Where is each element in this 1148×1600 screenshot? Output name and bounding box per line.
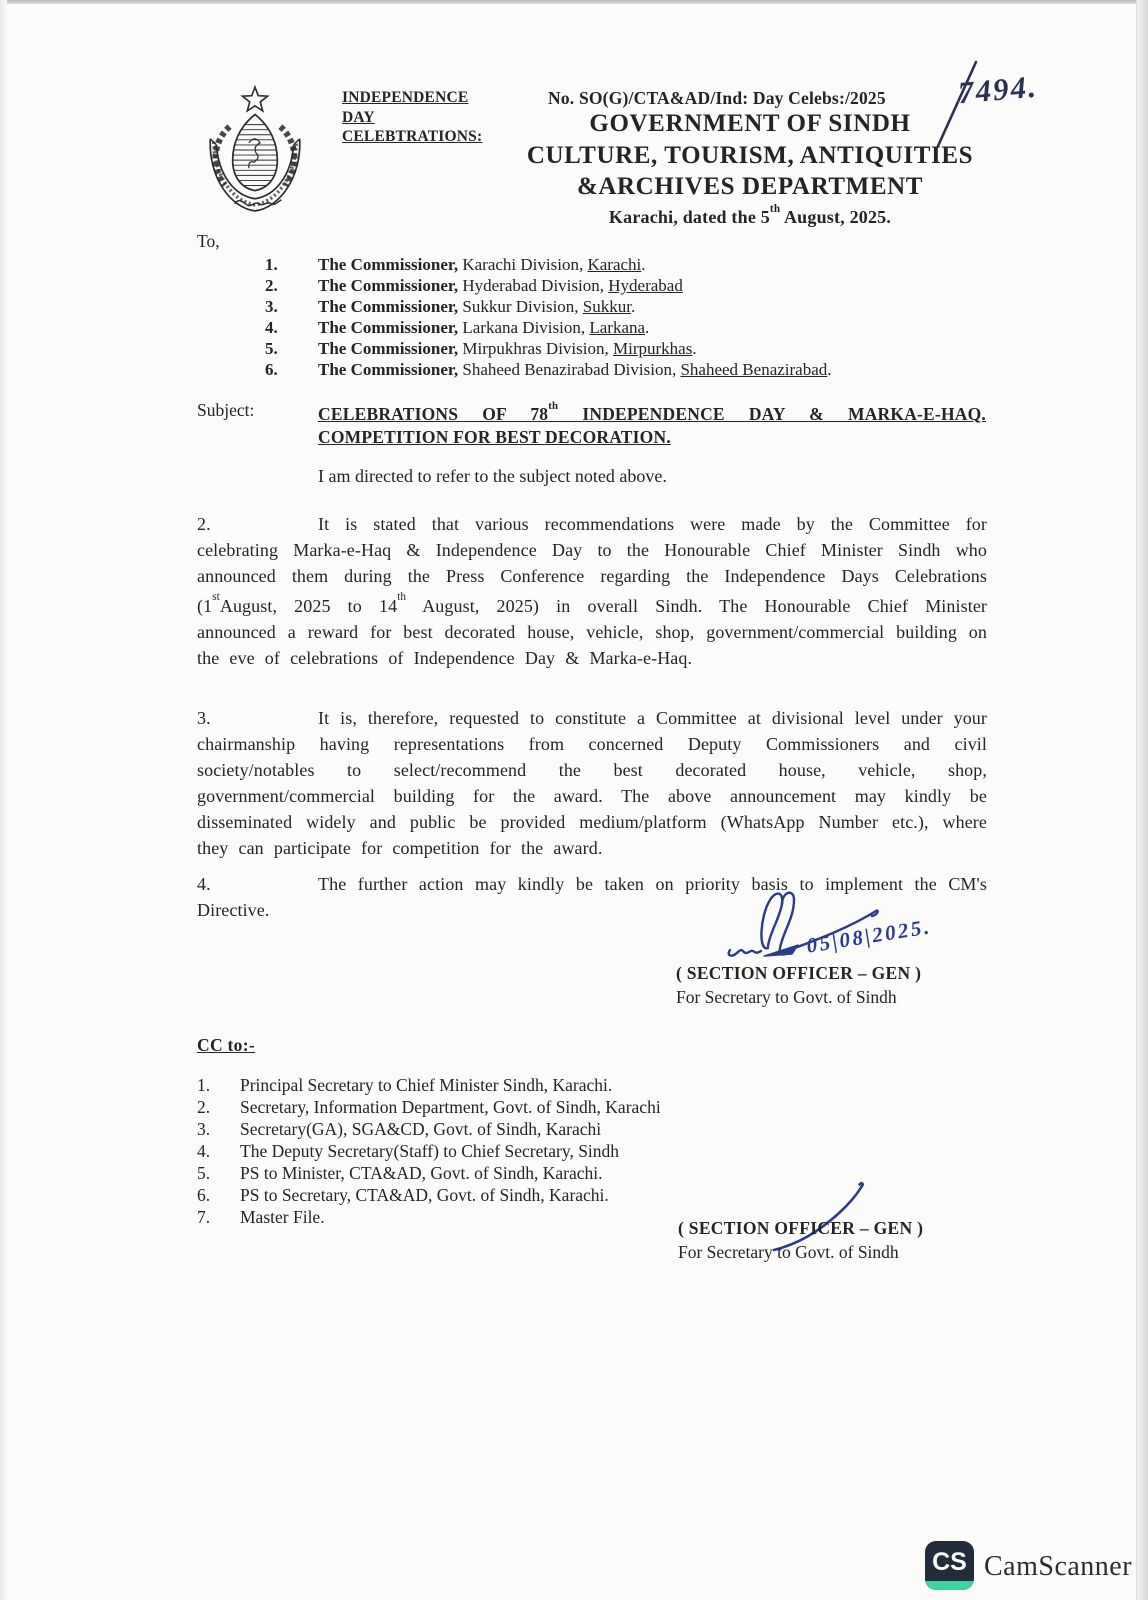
addressee-city: Mirpurkhas — [613, 339, 693, 358]
addressee-name: The Commissioner, — [318, 318, 459, 337]
paragraph-number: 3. — [197, 708, 211, 728]
paragraph-4: 4. The further action may kindly be taken on priority basis to implement the CM's Directive. — [197, 874, 987, 920]
addressee-division: Shaheed Benazirabad Division, — [458, 360, 681, 379]
addressee-division: Hyderabad Division, — [458, 276, 609, 295]
subject-text: CELEBRATIONS OF 78th INDEPENDENCE DAY & MARKA-E-HAQ. COMPETITION FOR BEST DECORATION. — [318, 399, 986, 447]
addressee-name: The Commissioner, — [318, 360, 459, 379]
addressee-number: 6. — [265, 360, 278, 379]
paragraph-number: 4. — [197, 874, 211, 894]
addressee-name: The Commissioner, — [318, 297, 459, 316]
addressee-division: Karachi Division, — [458, 255, 588, 274]
scan-edge-top — [0, 0, 1148, 4]
signatory-subtitle: For Secretary to Govt. of Sindh — [676, 987, 897, 1007]
intro-paragraph: I am directed to refer to the subject noted above. — [318, 466, 667, 486]
signatory-subtitle: For Secretary to Govt. of Sindh — [678, 1242, 899, 1262]
addressee-name: The Commissioner, — [318, 255, 459, 274]
addressee-name: The Commissioner, — [318, 276, 459, 295]
addressee-number: 1. — [265, 255, 278, 274]
reference-number: No. SO(G)/CTA&AD/Ind: Day Celebs:/2025 — [548, 88, 886, 108]
addressee-city: Sukkur — [582, 297, 631, 316]
department-title-line2: &ARCHIVES DEPARTMENT — [576, 173, 924, 200]
sindh-emblem-icon — [198, 84, 312, 223]
subject-label: Subject: — [197, 400, 255, 420]
signatory-title: ( SECTION OFFICER – GEN ) — [678, 1218, 924, 1238]
signatory-block — [678, 1218, 923, 1263]
addressee-division: Sukkur Division, — [458, 297, 583, 316]
addressee-division: Larkana Division, — [458, 318, 590, 337]
stamp-line: INDEPENDENCE — [342, 89, 469, 106]
addressee-number: 3. — [265, 297, 278, 316]
government-title: GOVERNMENT OF SINDH — [589, 110, 911, 137]
to-label: To, — [197, 231, 220, 251]
addressee-city: Hyderabad — [608, 276, 683, 295]
stamp-line: DAY — [342, 108, 375, 126]
handwritten-file-number: 7494. — [956, 68, 1040, 111]
scan-edge-left — [0, 0, 7, 1600]
cc-label: CC to:- — [197, 1035, 255, 1055]
paragraph-2: 2. It is stated that various recommendations were made by the Committee for celebrating Marka-e-Haq & Independence Day to the Honourable Chief Minister Sindh who announced them during the Press Conference regarding the Independence Days Celebrations (1stAugust, 2025 to 14th August, 2025) in overall Sindh. The Honourable Chief Minister announced a reward for best decorated house, vehicle, shop, government/commercial building on the eve of celebrations of Independence Day & Marka-e-Haq. — [197, 514, 987, 668]
scan-edge-right — [1136, 0, 1148, 1600]
department-title-line1: CULTURE, TOURISM, ANTIQUITIES — [526, 142, 974, 169]
letterhead — [440, 110, 1060, 228]
camscanner-teal-strip — [925, 1581, 974, 1590]
camscanner-brand: CamScanner — [984, 1551, 1133, 1582]
signatory-block — [676, 963, 921, 1008]
addressee-division: Mirpukhras Division, — [458, 339, 613, 358]
paragraph-number: 2. — [197, 514, 211, 534]
addressee-city: Shaheed Benazirabad — [680, 360, 828, 379]
addressee-number: 5. — [265, 339, 278, 358]
addressee-city: Karachi — [587, 255, 642, 274]
paragraph-3: 3. It is, therefore, requested to constitute a Committee at divisional level under your chairmanship having representations from concerned Deputy Commissioners and civil society/notables to select/recommend the best decorated house, vehicle, shop, government/commercial building for the award. The above announcement may kindly be disseminated widely and public be provided medium/platform (WhatsApp Number etc.), where they can participate for competition for the award. — [197, 708, 987, 858]
stamp-line: CELEBTRATIONS: — [342, 128, 483, 145]
addressee-city: Larkana — [589, 318, 646, 337]
camscanner-icon: CS — [925, 1541, 974, 1590]
date-line: Karachi, dated the 5th August, 2025. — [608, 202, 892, 227]
addressee-number: 4. — [265, 318, 278, 337]
addressee-name: The Commissioner, — [318, 339, 459, 358]
handwritten-date: 05|08|2025. — [804, 914, 934, 958]
addressee-number: 2. — [265, 276, 278, 295]
document-page: INDEPENDENCE DAY CELEBTRATIONS: No. SO(G)/CTA&AD/Ind: Day Celebs:/2025 7494. GOVERNMENT OF SINDH CULTURE, TOURISM, ANTIQUITIES &ARCHIVES DEPARTMENT Karachi, dated the 5th August, 2025. To, 1. The Commissioner, Karachi Division, Karachi. 2. The Commissioner, Hyderabad Division, Hyderabad 3. The Commissioner, Sukkur Division, Sukkur. 4. The Commissioner, Larkana Division, Larkana. 5. The Commissioner, Mirpukhras Division, Mirpurkhas. 6. The Commissioner, Shaheed Benazirabad Division, Shaheed Benazirabad. Subject: CELEBRATIONS OF 78th INDEPENDENCE DAY & MARKA-E-HAQ. COMPETITION FOR BEST DECORATION. I am directed to refer to the subject noted above. 2. It is stated that various recommendations were made by the Committee for celebrating Marka-e-Haq & Independence Day to the Honourable Chief Minister Sindh who announced them during the Press Conference regarding the Independence Days Celebrations (1stAugust, 2025 to 14th August, 2025) in overall Sindh. The Honourable Chief Minister announced a reward for best decorated house, vehicle, shop, government/commercial building on the eve of celebrations of Independence Day & Marka-e-Haq. 3. It is, therefore, requested to constitute a Committee at divisional level under your chairmanship having representations from concerned Deputy Commissioners and civil society/notables to select/recommend the best decorated house, vehicle, shop, government/commercial building for the award. The above announcement may kindly be disseminated widely and public be provided medium/platform (WhatsApp Number etc.), where they can participate for competition for the award. 4. The further action may kindly be taken on priority basis to implement the CM's Directive. 05|08|2025. ( SECTION OFFICER – GEN ) For Secretary to Govt. of Sindh CC to:- 1. Principal Secretary to Chief Minister Sindh, Karachi. 2. Secretary, Information Department, Govt. of Sindh, Karachi 3. Secretary(GA), SGA&CD, Govt. of Sindh, Karachi 4. The Deputy Secretary(Staff) to Chief Secretary, Sindh 5. PS to Minister, CTA&AD, Govt. of Sindh, Karachi. 6. PS to Secretary, CTA&AD, Govt. of Sindh, Karachi. 7. Master File. ( SECTION OFFICER – GEN ) For Secretary to Govt. of Sindh CS CamScanner — [0, 0, 1148, 1600]
signatory-title: ( SECTION OFFICER – GEN ) — [676, 963, 922, 983]
